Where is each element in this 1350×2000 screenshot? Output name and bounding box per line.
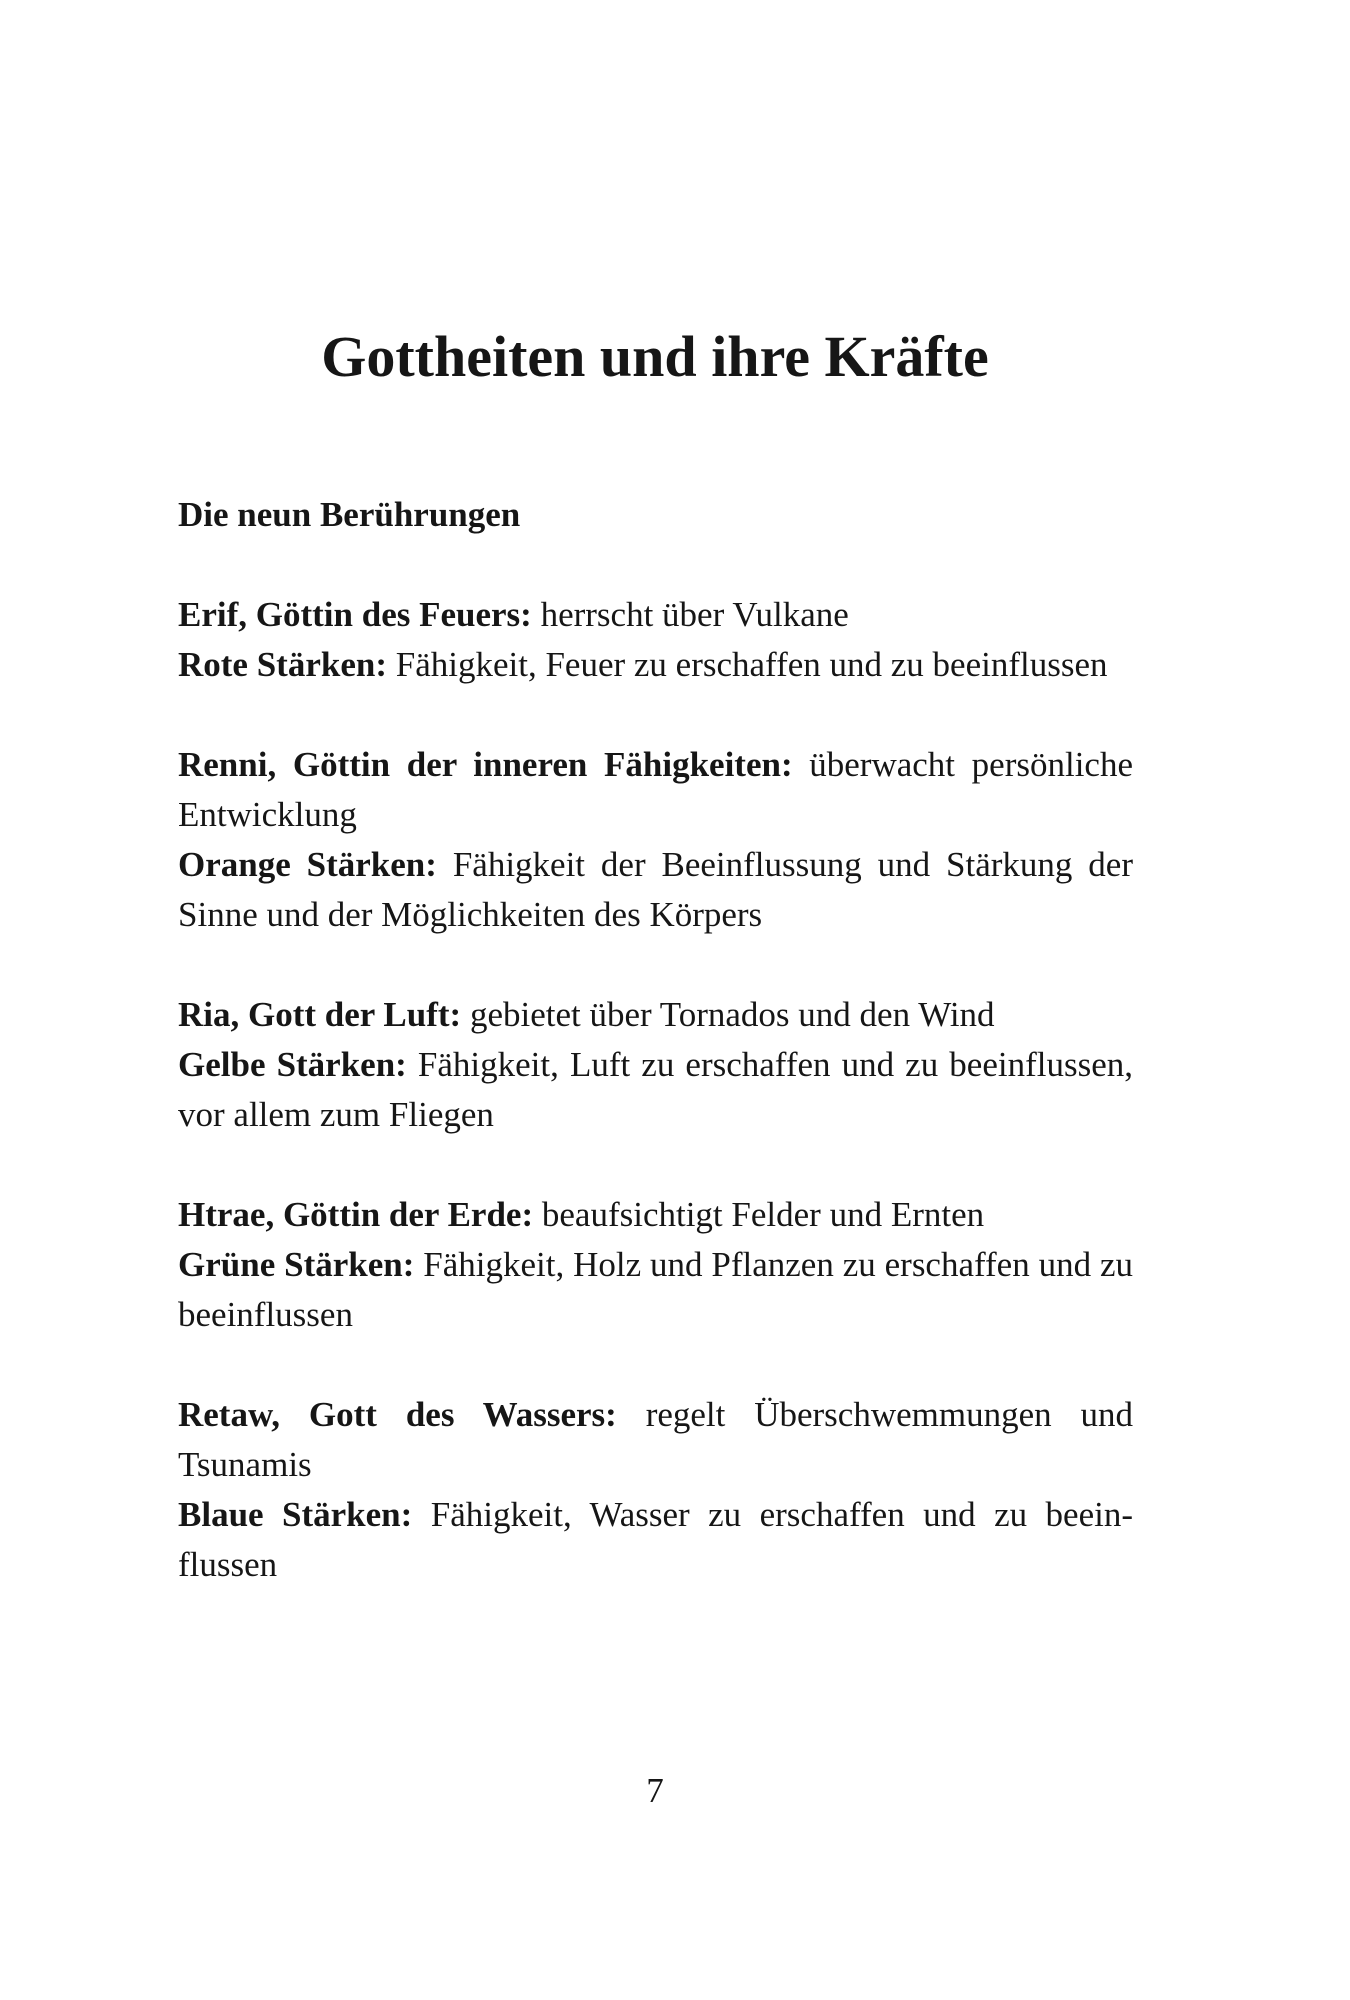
deity-line xyxy=(178,990,1133,1040)
deity-entry-water xyxy=(178,1390,1133,1590)
power-line xyxy=(178,840,1133,940)
deity-description: regelt Überschwemmungen und Tsunamis xyxy=(178,1395,1133,1484)
power-line xyxy=(178,640,1133,690)
power-label: Rote Stärken: xyxy=(178,645,387,684)
power-line xyxy=(178,1240,1133,1340)
deity-description: überwacht persönliche Entwicklung xyxy=(178,745,1133,834)
deity-label: Ria, Gott der Luft: xyxy=(178,995,462,1034)
power-description: Fähigkeit der Beeinflussung und Stärkung der Sinne und der Möglichkeiten des Körpers xyxy=(178,845,1133,934)
deity-line xyxy=(178,740,1133,840)
power-label: Grüne Stärken: xyxy=(178,1245,415,1284)
deity-entry-air xyxy=(178,990,1133,1140)
power-description: Fähigkeit, Feuer zu erschaffen und zu beeinflussen xyxy=(387,645,1108,684)
power-description: Fähigkeit, Luft zu erschaffen und zu beeinflussen, vor allem zum Fliegen xyxy=(178,1045,1133,1134)
deity-entry-fire xyxy=(178,590,1133,690)
deity-line xyxy=(178,590,1133,640)
deity-description: herrscht über Vulkane xyxy=(531,595,849,634)
power-label: Blaue Stärken: xyxy=(178,1495,413,1534)
power-description: Fähigkeit, Wasser zu erschaffen und zu beeinflussen xyxy=(178,1495,1133,1584)
deity-line xyxy=(178,1190,1133,1240)
section-heading: Die neun Berührungen xyxy=(178,495,521,534)
power-description: Fähigkeit, Holz und Pflanzen zu erschaffen und zu beeinflussen xyxy=(178,1245,1134,1334)
power-label: Gelbe Stärken: xyxy=(178,1045,407,1084)
deity-label: Renni, Göttin der inneren Fähigkeiten: xyxy=(178,745,793,784)
power-label: Orange Stärken: xyxy=(178,845,437,884)
page-number: 7 xyxy=(646,1771,664,1810)
deity-description: gebietet über Tornados und den Wind xyxy=(461,995,995,1034)
power-line xyxy=(178,1490,1133,1590)
deity-description: beaufsichtigt Felder und Ernten xyxy=(533,1195,985,1234)
deity-entry-inner-abilities xyxy=(178,740,1133,940)
deity-entry-earth xyxy=(178,1190,1133,1340)
deity-line xyxy=(178,1390,1133,1490)
deity-label: Retaw, Gott des Wassers: xyxy=(178,1395,617,1434)
deity-label: Htrae, Göttin der Erde: xyxy=(178,1195,534,1234)
page-content xyxy=(178,490,1133,1640)
power-line xyxy=(178,1040,1133,1140)
deity-label: Erif, Göttin des Feuers: xyxy=(178,595,532,634)
page-title: Gottheiten und ihre Kräfte xyxy=(321,324,989,389)
